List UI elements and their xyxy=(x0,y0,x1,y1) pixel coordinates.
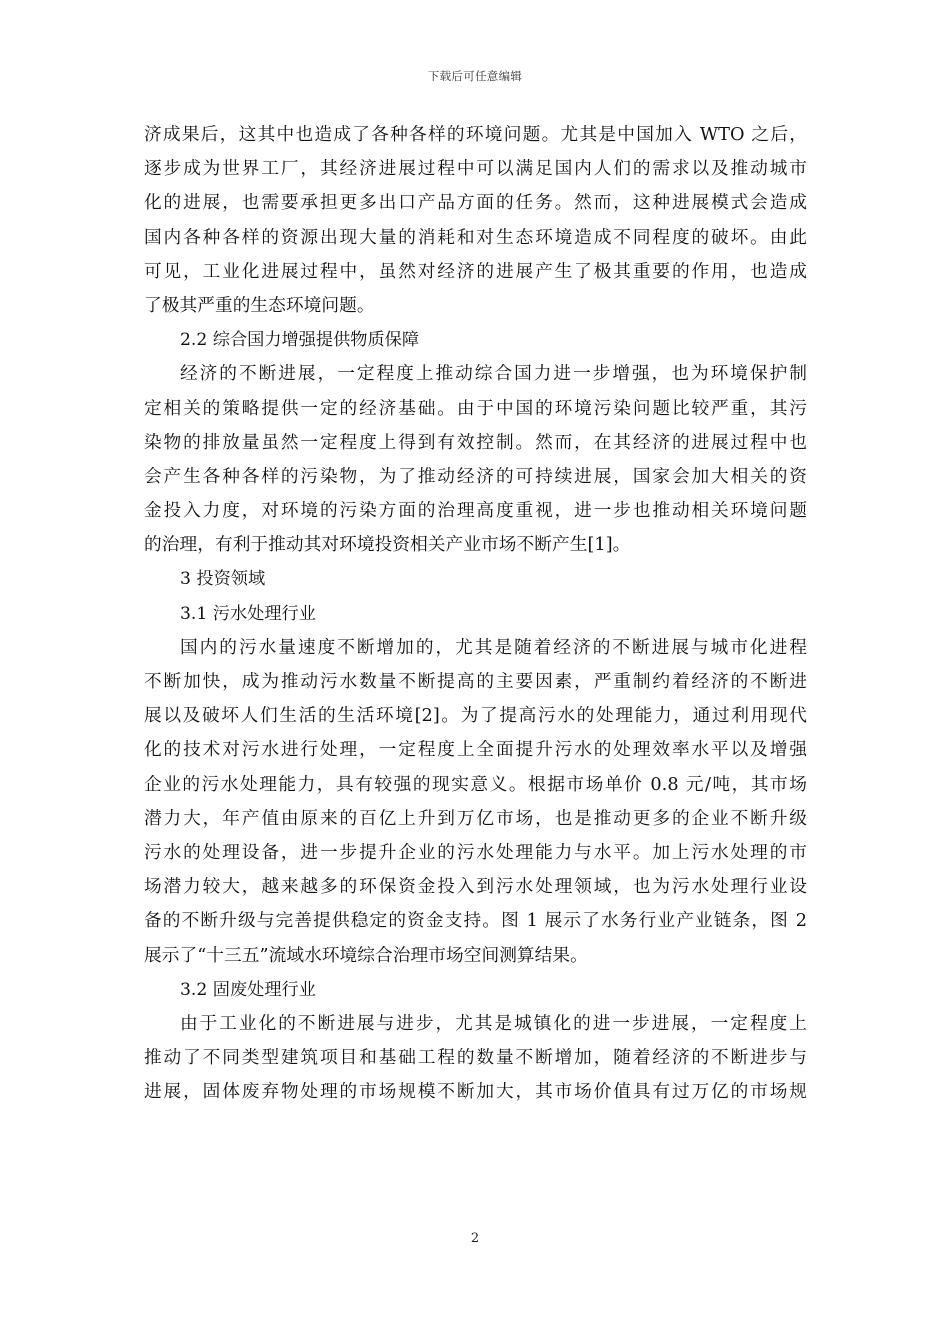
text-line: 企业的污水处理能力，具有较强的现实意义。根据市场单价 0.8 元/吨，其市场 xyxy=(144,774,807,795)
text-line: 污水的处理设备，进一步提升企业的污水处理能力与水平。加上污水处理的市 xyxy=(144,842,807,863)
paragraph xyxy=(144,1007,807,1110)
section-heading-3: 3 投资领域 xyxy=(180,569,266,590)
text-line: 定相关的策略提供一定的经济基础。由于中国的环境污染问题比较严重，其污 xyxy=(144,398,807,419)
text-line: 不断加快，成为推动污水数量不断提高的主要因素，严重制约着经济的不断进 xyxy=(144,672,807,692)
text-line: 场潜力较大，越来越多的环保资金投入到污水处理领域，也为污水处理行业设 xyxy=(144,877,807,898)
text-line: 经济的不断进展，一定程度上推动综合国力进一步增强，也为环境保护制 xyxy=(180,364,807,385)
text-line: 国内的污水量速度不断增加的，尤其是随着经济的不断进展与城市化进程 xyxy=(180,637,807,658)
paragraph xyxy=(144,357,807,562)
section-heading-3-1: 3.1 污水处理行业 xyxy=(180,603,316,624)
text-line: 济成果后，这其中也造成了各种各样的环境问题。尤其是中国加入 WTO 之后， xyxy=(144,125,807,145)
page-header-note: 下载后可任意编辑 xyxy=(427,69,523,83)
text-line: 可见，工业化进展过程中，虽然对经济的进展产生了极其重要的作用，也造成 xyxy=(144,261,807,282)
text-line: 展以及破坏人们生活的生活环境[2]。为了提高污水的处理能力，通过利用现代 xyxy=(144,706,807,727)
paragraph-continuation xyxy=(144,118,807,323)
page-number: 2 xyxy=(470,1231,480,1246)
text-line: 由于工业化的不断进展与进步，尤其是城镇化的进一步进展，一定程度上 xyxy=(180,1013,807,1034)
text-line: 进展，固体废弃物处理的市场规模不断加大，其市场价值具有过万亿的市场规 xyxy=(144,1082,807,1103)
text-line: 逐步成为世界工厂，其经济进展过程中可以满足国内人们的需求以及推动城市 xyxy=(144,159,807,180)
text-line: 国内各种各样的资源出现大量的消耗和对生态环境造成不同程度的破坏。由此 xyxy=(144,227,807,248)
text-line: 金投入力度，对环境的污染方面的治理高度重视，进一步也推动相关环境问题 xyxy=(144,501,807,522)
document-body xyxy=(144,118,807,1109)
text-line: 潜力大，年产值由原来的百亿上升到万亿市场，也是推动更多的企业不断升级 xyxy=(144,808,807,829)
text-line: 化的技术对污水进行处理，一定程度上全面提升污水的处理效率水平以及增强 xyxy=(144,740,807,761)
text-line: 了极其严重的生态环境问题。 xyxy=(144,295,375,316)
section-heading-2-2: 2.2 综合国力增强提供物质保障 xyxy=(180,330,420,351)
paragraph xyxy=(144,631,807,973)
text-line: 备的不断升级与完善提供稳定的资金支持。图 1 展示了水务行业产业链条，图 2 xyxy=(144,911,807,932)
text-line: 展示了“十三五”流域水环境综合治理市场空间测算结果。 xyxy=(144,945,588,966)
text-line: 会产生各种各样的污染物，为了推动经济的可持续进展，国家会加大相关的资 xyxy=(144,466,807,487)
text-line: 染物的排放量虽然一定程度上得到有效控制。然而，在其经济的进展过程中也 xyxy=(144,432,807,453)
text-line: 的治理，有利于推动其对环境投资相关产业市场不断产生[1]。 xyxy=(144,535,631,556)
section-heading-3-2: 3.2 固废处理行业 xyxy=(180,979,316,1000)
text-line: 推动了不同类型建筑项目和基础工程的数量不断增加，随着经济的不断进步与 xyxy=(144,1048,807,1069)
text-line: 化的进展，也需要承担更多出口产品方面的任务。然而，这种进展模式会造成 xyxy=(144,193,807,214)
